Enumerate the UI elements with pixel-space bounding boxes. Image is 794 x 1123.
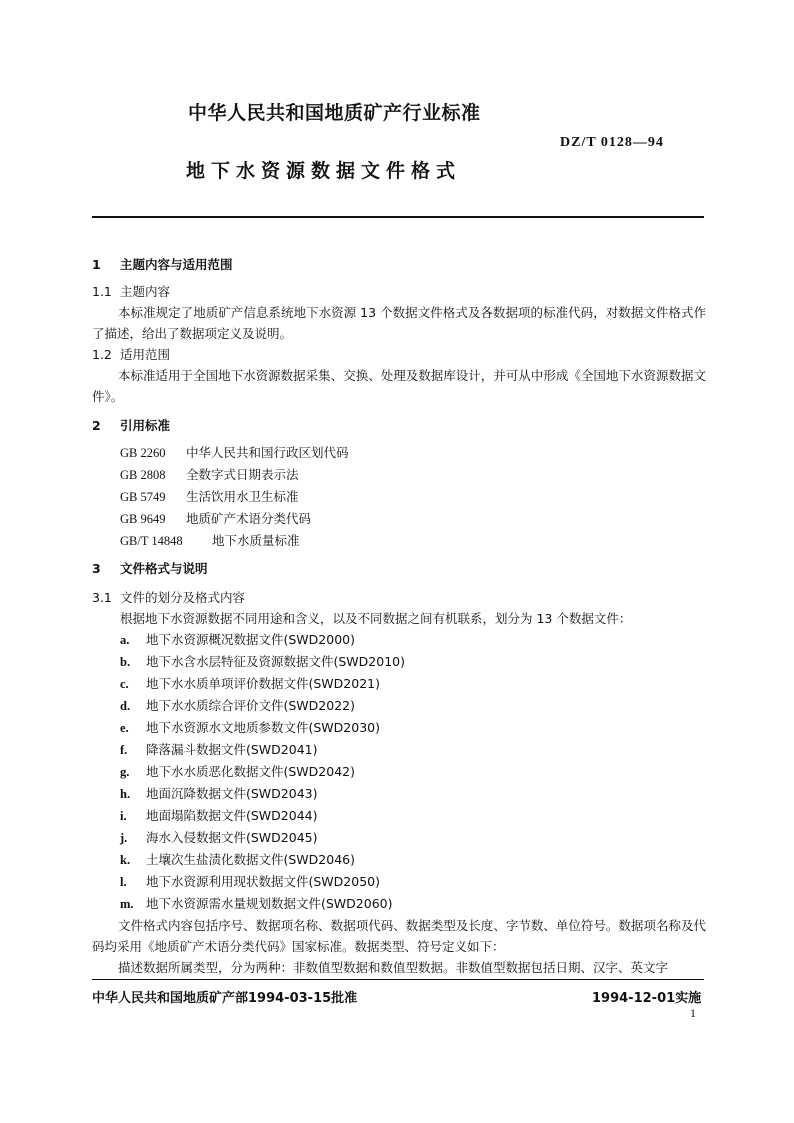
list-item: h. 地面沉降数据文件(SWD2043) (120, 786, 318, 801)
section-1-1-paragraph: 本标准规定了地质矿产信息系统地下水资源 13 个数据文件格式及各数据项的标准代码，对数据文件格式作了描述，给出了数据项定义及说明。 (92, 305, 706, 341)
section-3-1-heading: 3.1 文件的划分及格式内容 (92, 590, 246, 605)
reference-item: GB/T 14848 地下水质量标准 (120, 533, 300, 548)
section-3-1-intro: 根据地下水资源数据不同用途和含义，以及不同数据之间有机联系，划分为 13 个数据文件： (120, 611, 632, 626)
standard-code: DZ/T 0128—94 (560, 135, 664, 150)
data-type-paragraph: 描述数据所属类型，分为两种：非数值型数据和数值型数据。非数值型数据包括日期、汉字、英文字 (118, 960, 669, 975)
footer-divider (92, 979, 704, 980)
header-divider (92, 216, 704, 218)
standard-category-title: 中华人民共和国地质矿产行业标准 (188, 102, 481, 124)
document-body (92, 248, 706, 978)
list-item: c. 地下水水质单项评价数据文件(SWD2021) (120, 676, 380, 691)
section-1-1-heading: 1.1 主题内容 (92, 284, 171, 299)
list-item: m. 地下水资源需水量规划数据文件(SWD2060) (120, 896, 393, 911)
data-file-list (92, 629, 706, 915)
reference-item: GB 2808 全数字式日期表示法 (120, 467, 299, 482)
reference-item: GB 5749 生活饮用水卫生标准 (120, 489, 299, 504)
list-item: f. 降落漏斗数据文件(SWD2041) (120, 742, 318, 757)
section-1-heading: 1 主题内容与适用范围 (92, 257, 233, 272)
reference-item: GB 2260 中华人民共和国行政区划代码 (120, 445, 349, 460)
list-item: k. 土壤次生盐渍化数据文件(SWD2046) (120, 852, 355, 867)
section-1-2-heading: 1.2 适用范围 (92, 347, 171, 362)
section-2-heading: 2 引用标准 (92, 418, 171, 433)
format-description-paragraph: 文件格式内容包括序号、数据项名称、数据项代码、数据类型及长度、字节数、单位符号。数据项名称及代码均采用《地质矿产术语分类代码》国家标准。数据类型、符号定义如下： (92, 918, 706, 954)
section-3-heading: 3 文件格式与说明 (92, 561, 208, 576)
page-number: 1 (690, 1006, 696, 1020)
list-item: b. 地下水含水层特征及资源数据文件(SWD2010) (120, 654, 405, 669)
list-item: g. 地下水水质恶化数据文件(SWD2042) (120, 764, 355, 779)
reference-list (92, 442, 706, 552)
reference-item: GB 9649 地质矿产术语分类代码 (120, 511, 312, 526)
list-item: l. 地下水资源利用现状数据文件(SWD2050) (120, 874, 380, 889)
list-item: d. 地下水水质综合评价文件(SWD2022) (120, 698, 355, 713)
section-1-2-paragraph: 本标准适用于全国地下水资源数据采集、交换、处理及数据库设计，并可从中形成《全国地下水资源数据文件》。 (92, 368, 706, 404)
document-title: 地下水资源数据文件格式 (186, 160, 462, 182)
list-item: i. 地面塌陷数据文件(SWD2044) (120, 808, 318, 823)
list-item: a. 地下水资源概况数据文件(SWD2000) (120, 632, 355, 647)
list-item: e. 地下水资源水文地质参数文件(SWD2030) (120, 720, 380, 735)
list-item: j. 海水入侵数据文件(SWD2045) (120, 830, 318, 845)
approval-line: 中华人民共和国地质矿产部1994-03-15批准 (92, 991, 358, 1006)
implementation-date: 1994-12-01实施 (592, 991, 702, 1006)
